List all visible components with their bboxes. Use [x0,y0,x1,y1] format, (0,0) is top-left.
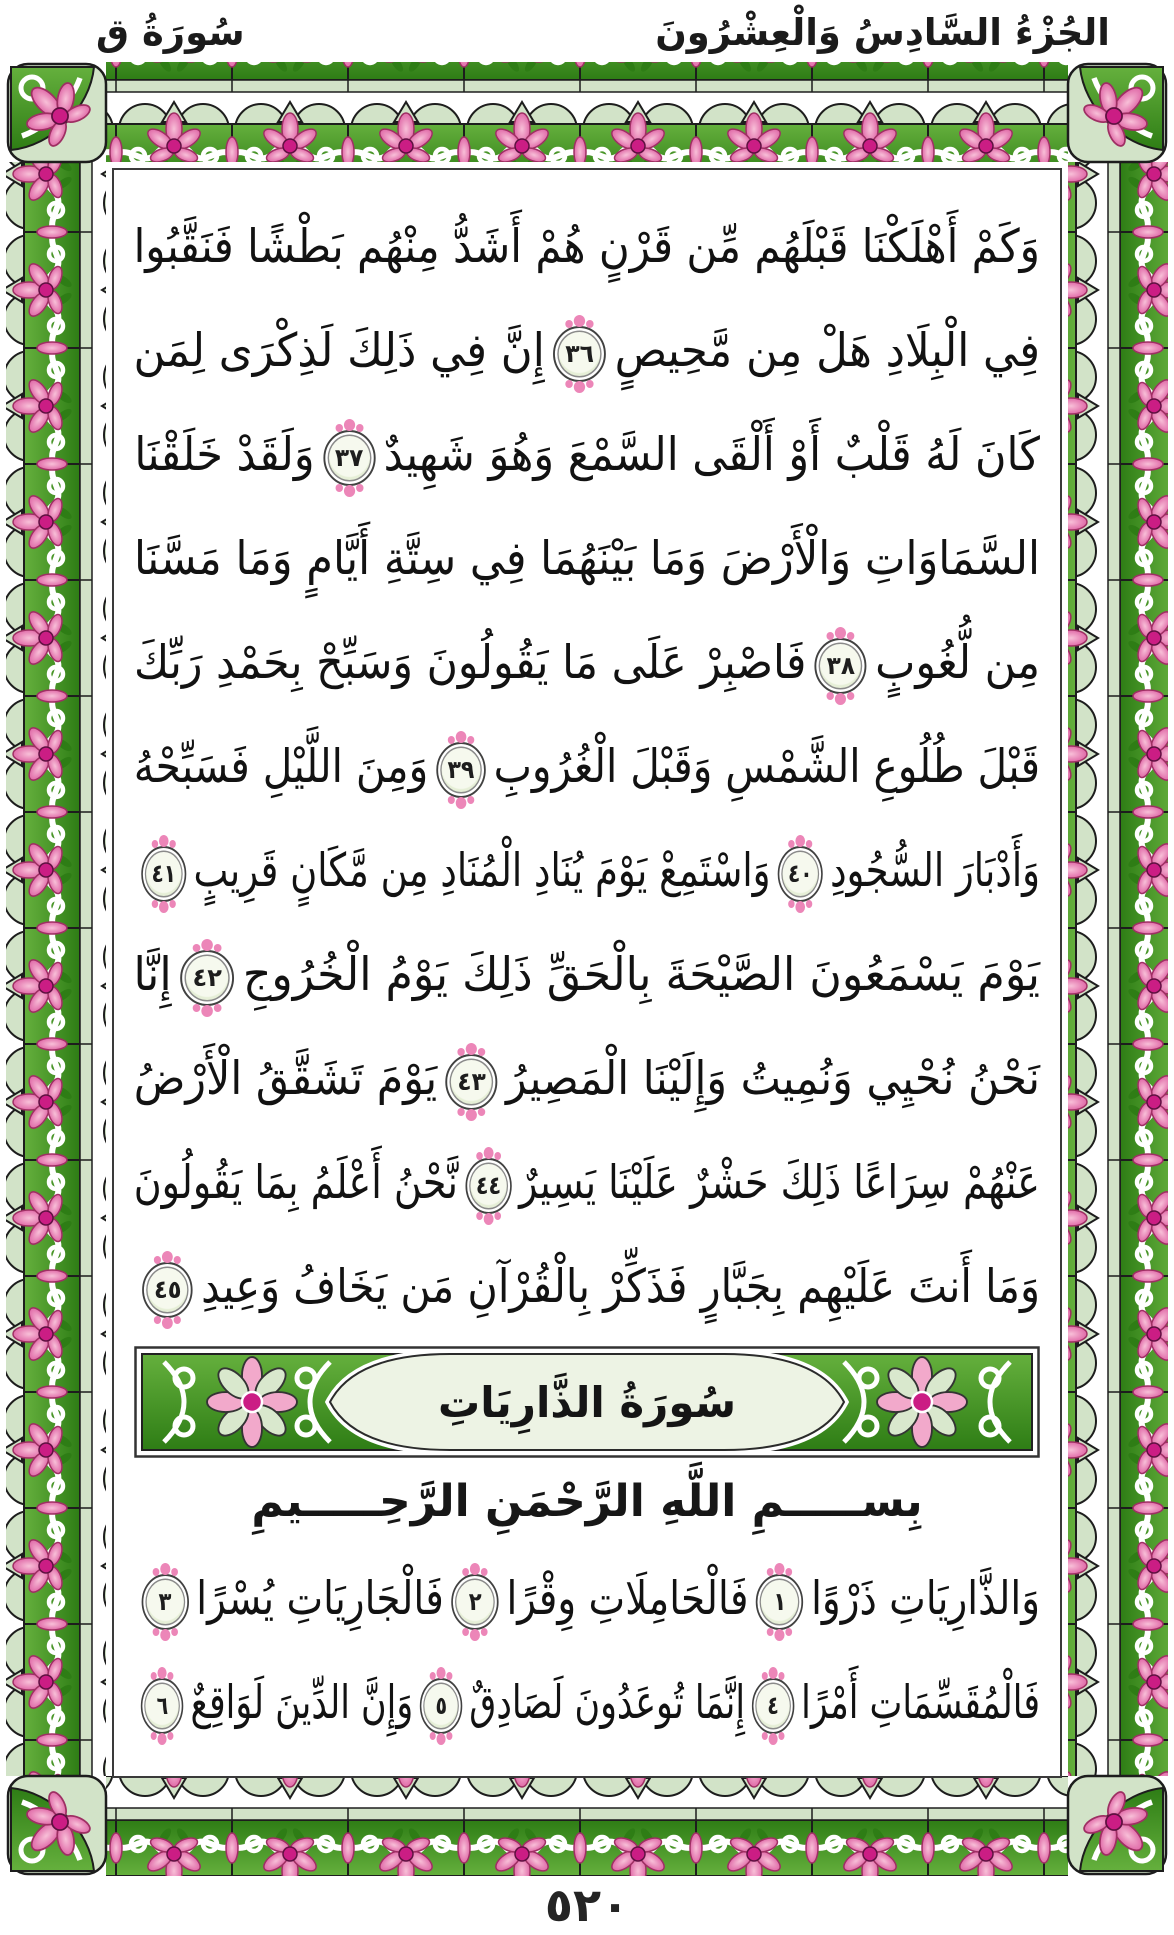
verse-text: كَانَ لَهُ قَلْبٌ أَوْ أَلْقَى السَّمْعَ وَهُوَ شَهِيدٌ [383,427,1040,481]
quran-line [153,1234,1040,1338]
verse-end-marker: ٦ [141,1678,183,1734]
verse-text: وَأَدْبَارَ السُّجُودِ [830,843,1040,897]
quran-line [134,506,1041,610]
verse-text: فَاصْبِرْ عَلَى مَا يَقُولُونَ وَسَبِّحْ بِحَمْدِ رَبِّكَ [133,635,807,689]
quran-line [133,1130,1040,1234]
verse-end-marker: ٣ [141,1574,188,1630]
verse-text: نَحْنُ نُحْيِي وَنُمِيتُ وَإِلَيْنَا الْمَصِيرُ [505,1051,1040,1105]
verse-end-marker: ٤١ [141,846,186,902]
verse-end-marker: ٤٠ [778,846,823,902]
verse-end-marker: ١ [756,1574,803,1630]
quran-line [133,298,1040,402]
verse-text: عَنْهُمْ سِرَاعًا ذَلِكَ حَشْرٌ عَلَيْنَا يَسِيرٌ [519,1155,1040,1209]
quran-line [133,922,1041,1026]
running-header [0,4,1174,60]
verse-end-marker: ٣٩ [436,742,485,798]
verse-end-marker: ٤ [752,1678,794,1734]
verse-text: إِنَّمَا تُوعَدُونَ لَصَادِقٌ [469,1675,746,1729]
verse-text: وَاسْتَمِعْ يَوْمَ يُنَادِ الْمُنَادِ مِن مَّكَانٍ قَرِيبٍ [193,843,771,897]
quran-text-area [134,194,1040,1754]
verse-text: نَّحْنُ أَعْلَمُ بِمَا يَقُولُونَ [133,1155,458,1209]
quran-line [151,818,1040,922]
verse-text: يَوْمَ يَسْمَعُونَ الصَّيْحَةَ بِالْحَقِّ ذَلِكَ يَوْمُ الْخُرُوجِ [242,947,1041,1001]
verse-end-marker: ٣٧ [323,430,375,486]
verse-text: وَكَمْ أَهْلَكْنَا قَبْلَهُم مِّن قَرْنٍ هُمْ أَشَدُّ مِنْهُم بَطْشًا فَنَقَّبُوا [133,219,1040,273]
verse-text: يَوْمَ تَشَقَّقُ الْأَرْضُ [133,1051,438,1105]
surah-header-band [134,1346,1040,1458]
quran-line [134,402,1040,506]
verse-text: السَّمَاوَاتِ وَالْأَرْضَ وَمَا بَيْنَهُمَا فِي سِتَّةِ أَيَّامٍ وَمَا مَسَّنَا [134,531,1041,585]
verse-text: فِي الْبِلَادِ هَلْ مِن مَّحِيصٍ [614,323,1040,377]
verse-text: فَالْجَارِيَاتِ يُسْرًا [196,1571,444,1625]
bismillah: بِســـــمِ اللَّهِ الرَّحْمَنِ الرَّحِـــــيمِ [251,1476,923,1527]
quran-line [158,1546,1040,1650]
quran-line [133,1026,1040,1130]
page-number: ٥٢٠ [544,1878,630,1932]
verse-text: إِنَّ فِي ذَلِكَ لَذِكْرَى لِمَن [133,323,545,377]
verse-end-marker: ٤٥ [142,1262,192,1318]
quran-line [156,1650,1040,1754]
verse-text: قَبْلَ طُلُوعِ الشَّمْسِ وَقَبْلَ الْغُرُوبِ [493,739,1040,793]
verse-text: وَلَقَدْ خَلَقْنَا [134,427,315,481]
surah-header-title: سُورَةُ الذَّارِيَاتِ [438,1377,736,1427]
verse-end-marker: ٤٢ [180,950,234,1006]
quran-line [133,714,1040,818]
surah-running-title: سُورَةُ ق [96,10,245,54]
verse-text: وَالذَّارِيَاتِ ذَرْوًا [811,1571,1040,1625]
verse-text: مِن لُّغُوبٍ [875,635,1040,689]
verse-text: فَالْمُقَسِّمَاتِ أَمْرًا [801,1675,1040,1729]
verse-end-marker: ٤٤ [465,1158,511,1214]
verse-end-marker: ٤٣ [446,1054,498,1110]
verse-text: وَمَا أَنتَ عَلَيْهِم بِجَبَّارٍ فَذَكِّرْ بِالْقُرْآنِ مَن يَخَافُ وَعِيدِ [201,1259,1040,1313]
verse-text: وَإِنَّ الدِّينَ لَوَاقِعٌ [190,1675,414,1729]
surah-qaf-lines [134,194,1040,1338]
verse-end-marker: ٥ [420,1678,462,1734]
verse-end-marker: ٣٦ [553,326,606,382]
quran-line [133,610,1040,714]
verse-end-marker: ٢ [451,1574,498,1630]
verse-text: فَالْحَامِلَاتِ وِقْرًا [506,1571,749,1625]
verse-end-marker: ٣٨ [815,638,867,694]
verse-text: إِنَّا [133,947,172,1001]
juz-title: الجُزْءُ السَّادِسُ وَالْعِشْرُونَ [655,10,1110,54]
surah-dhariyat-lines [134,1546,1040,1754]
verse-text: وَمِنَ اللَّيْلِ فَسَبِّحْهُ [133,739,429,793]
quran-line [133,194,1040,298]
